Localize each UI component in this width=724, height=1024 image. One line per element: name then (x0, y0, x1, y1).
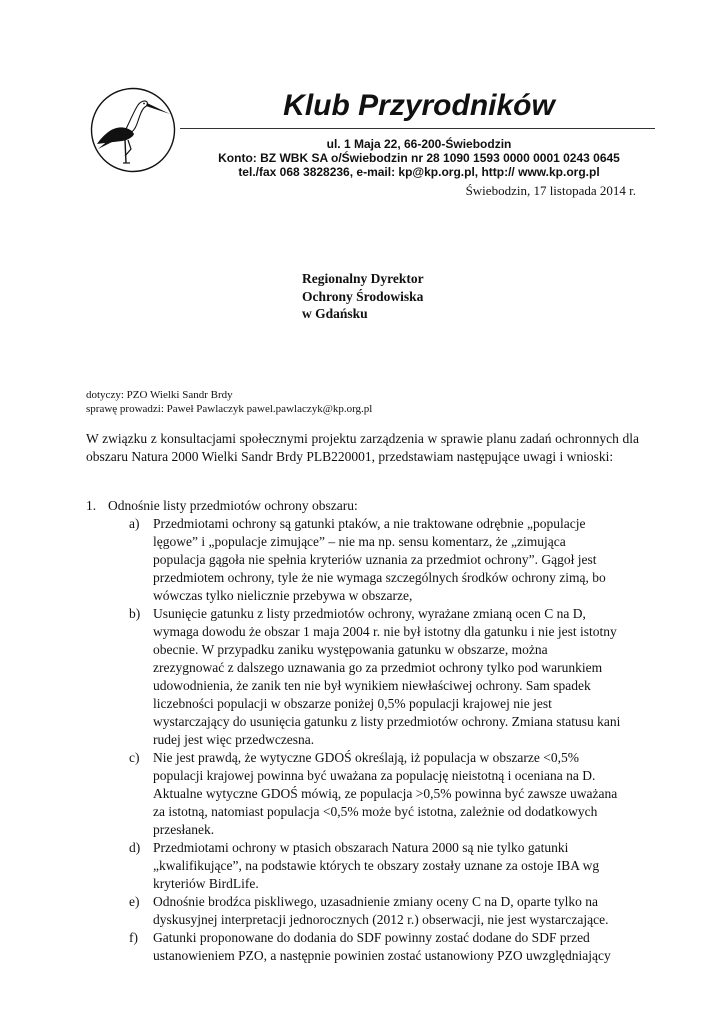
list-item-letter: e) (129, 894, 140, 909)
list-item-line: wymaga dowodu że obszar 1 maja 2004 r. nie był istotny dla gatunku i nie jest istotny (153, 624, 617, 639)
stork-logo (90, 87, 176, 173)
list-item-line: populacji krajowej powinna być uważana za populację nieistotną i oceniana na D. (153, 768, 596, 783)
list-item-line: przedmiotem ochrony, tyle że nie wymaga szczególnych środków ochrony zimą, bo (153, 570, 606, 585)
org-address: ul. 1 Maja 22, 66-200-Świebodzin (326, 137, 512, 151)
list-item-letter: b) (129, 606, 141, 621)
list-item-line: Nie jest prawdą, że wytyczne GDOŚ określają, iż populacja w obszarze <0,5% (153, 750, 579, 765)
section-number: 1. (86, 498, 97, 513)
addressee-line: Ochrony Środowiska (302, 288, 424, 304)
list-item (86, 515, 641, 605)
list-item-line: przesłanek. (153, 822, 215, 837)
list-item-letter: c) (129, 750, 140, 765)
remarks-list (86, 497, 641, 965)
list-item-line: udowodnienia, że zanik ten nie był wynikiem niewłaściwej ochrony. Sam spadek (153, 678, 591, 693)
list-item (86, 893, 641, 929)
org-name: Klub Przyrodników (283, 89, 555, 122)
list-item-line: za istotną, natomiast populacja <0,5% może być istotna, zależnie od dodatkowych (153, 804, 598, 819)
list-item (86, 839, 641, 893)
list-item-line: Usunięcie gatunku z listy przedmiotów ochrony, wyrażane zmianą ocen C na D, (153, 606, 586, 621)
list-item-line: „kwalifikujące”, na podstawie których te obszary zostały uznane za ostoje IBA wg (153, 858, 600, 873)
list-item-line: dyskusyjnej interpretacji jednorocznych (2012 r.) obserwacji, nie jest wystarczające. (153, 912, 609, 927)
section-heading (86, 497, 641, 515)
list-item-letter: d) (129, 840, 141, 855)
list-item (86, 749, 641, 839)
list-item-line: ustanowieniem PZO, a następnie powinien zostać ustanowiony PZO uwzględniający (153, 948, 611, 963)
addressee-block (302, 270, 424, 323)
list-item-line: wówczas tylko nielicznie przebywa w obszarze, (153, 588, 413, 603)
intro-paragraph: W związku z konsultacjami społecznymi projektu zarządzenia w sprawie planu zadań ochronnych dla obszaru Natura 2000 Wielki Sandr Brdy PLB220001, przedstawiam następujące uwagi i wnioski: (86, 431, 639, 464)
list-item-line: populacja gągoła nie spełnia kryteriów uznania za przedmiot ochrony”. Gągoł jest (153, 552, 597, 567)
list-item-line: obecnie. W przypadku zaniku występowania gatunku w obszarze, można (153, 642, 548, 657)
list-item-letter: a) (129, 516, 140, 531)
list-item-line: lęgowe” i „populacje zimujące” – nie ma np. sensu komentarz, że „zimująca (153, 534, 566, 549)
list-item (86, 929, 641, 965)
handled-by-line: sprawę prowadzi: Paweł Pawlaczyk pawel.pawlaczyk@kp.org.pl (86, 403, 373, 415)
header-rule (180, 128, 655, 129)
addressee-line: Regionalny Dyrektor (302, 271, 424, 286)
section-items (86, 515, 641, 965)
list-item-line: wystarczający do usunięcia gatunku z listy przedmiotów ochrony. Zmiana statusu kani (153, 714, 621, 729)
list-item-line: kryteriów BirdLife. (153, 876, 259, 891)
list-item-line: Odnośnie brodźca piskliwego, uzasadnienie zmiany oceny C na D, oparte tylko na (153, 894, 598, 909)
section-heading-text: Odnośnie listy przedmiotów ochrony obszaru: (108, 498, 358, 513)
list-item (86, 605, 641, 749)
list-item-line: zrezygnować z dalszego uznawania go za przedmiot ochrony tylko pod warunkiem (153, 660, 603, 675)
date-line: Świebodzin, 17 listopada 2014 r. (465, 183, 636, 198)
letter-meta (86, 388, 372, 416)
org-contact: tel./fax 068 3828236, e-mail: kp@kp.org.pl, http:// www.kp.org.pl (238, 165, 600, 179)
org-account: Konto: BZ WBK SA o/Świebodzin nr 28 1090 1593 0000 0001 0243 0645 (218, 151, 620, 165)
list-item-line: Przedmiotami ochrony są gatunki ptaków, a nie traktowane odrębnie „populacje (153, 516, 586, 531)
list-item-line: rudej jest więc przedwczesna. (153, 732, 315, 747)
list-item-letter: f) (129, 930, 138, 945)
list-item-line: Gatunki proponowane do dodania do SDF powinny zostać dodane do SDF przed (153, 930, 590, 945)
addressee-line: w Gdańsku (302, 306, 368, 321)
subject-line: dotyczy: PZO Wielki Sandr Brdy (86, 389, 233, 401)
list-item-line: Przedmiotami ochrony w ptasich obszarach Natura 2000 są nie tylko gatunki (153, 840, 569, 855)
list-item-line: liczebności populacji w obszarze poniżej 0,5% populacji krajowej nie jest (153, 696, 552, 711)
list-item-line: Aktualne wytyczne GDOŚ mówią, ze populacja >0,5% powinna być zawsze uważana (153, 786, 618, 801)
